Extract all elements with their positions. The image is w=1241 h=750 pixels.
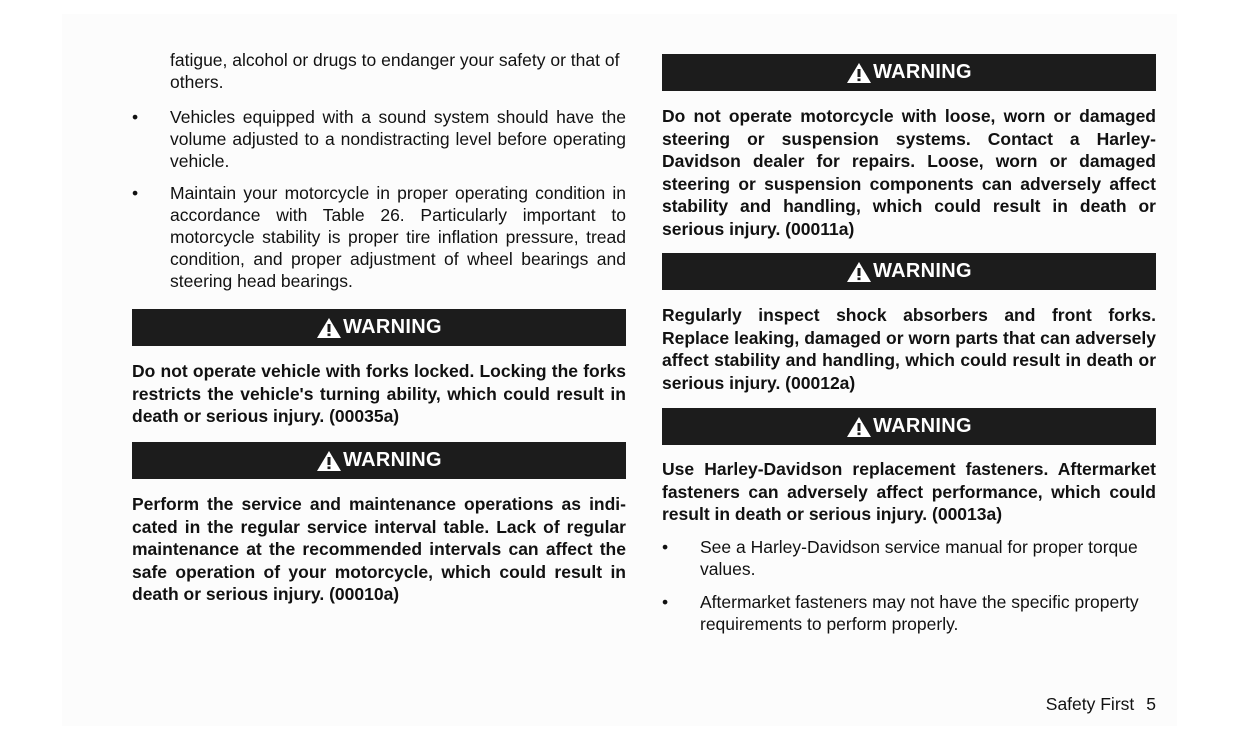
warning-text: Do not operate motorcycle with loose, worn or damaged steering or suspension systems. Contact a Harley-Davidson dealer for repairs. Loose, worn or damaged steering or suspension components can adversely affect stability and handling, which could result in death or serious injury. (00011a) [662,106,1156,239]
warning-label: WARNING [873,61,972,83]
warning-text: Perform the service and maintenance operations as indi-cated in the regular service interval table. Lack of regular maintenance at the recommended intervals can affect the safe operation of your motorcycle, which could result in death or serious injury. (00010a) [132,494,626,604]
warning-label: WARNING [873,415,972,437]
bullet-dot: • [132,107,139,127]
bullet-item [662,536,1156,580]
continuation-text: fatigue, alcohol or drugs to endanger your safety or that of others. [170,50,620,92]
bullet-dot: • [132,183,139,203]
footer-section-title: Safety First [1045,694,1135,714]
warning-banner [132,442,626,479]
warning-triangle-icon [846,261,872,283]
bullet-item [132,106,626,172]
warning-banner [662,54,1156,91]
bullet-text: Maintain your motorcycle in proper operating condition in accordance with Table 26. Particularly important to motorcycle stability is proper tire inflation pressure, tread condition, and proper adjustment of wheel bearings and steering head bearings. [170,183,626,291]
warning-triangle-icon [846,416,872,438]
bullet-item [132,182,626,292]
warning-triangle-icon [316,450,342,472]
bullet-item [662,591,1156,635]
warning-triangle-icon [846,62,872,84]
warning-label: WARNING [343,449,442,471]
bullet-text: Vehicles equipped with a sound system should have the volume adjusted to a nondistracting level before operating vehicle. [170,107,626,171]
warning-triangle-icon [316,317,342,339]
warning-text: Do not operate vehicle with forks locked. Locking the forks restricts the vehicle's turning ability, which could result in death or serious injury. (00035a) [132,361,626,426]
warning-banner [662,408,1156,445]
warning-text: Use Harley-Davidson replacement fasteners. Aftermarket fasteners can adversely affect performance, which could result in death or serious injury. (00013a) [662,459,1156,524]
bullet-text: Aftermarket fasteners may not have the specific property requirements to perform properly. [700,592,1139,634]
bullet-dot: • [662,592,669,612]
warning-text: Regularly inspect shock absorbers and front forks. Replace leaking, damaged or worn parts that can adversely affect stability and handling, which could result in death or serious injury. (00012a) [662,305,1156,393]
warning-label: WARNING [873,260,972,282]
warning-banner [662,253,1156,290]
bullet-dot: • [662,537,669,557]
page-number: 5 [1146,694,1156,714]
bullet-text: See a Harley-Davidson service manual for proper torque values. [700,537,1138,579]
warning-banner [132,309,626,346]
page-footer [1046,694,1156,715]
warning-label: WARNING [343,316,442,338]
